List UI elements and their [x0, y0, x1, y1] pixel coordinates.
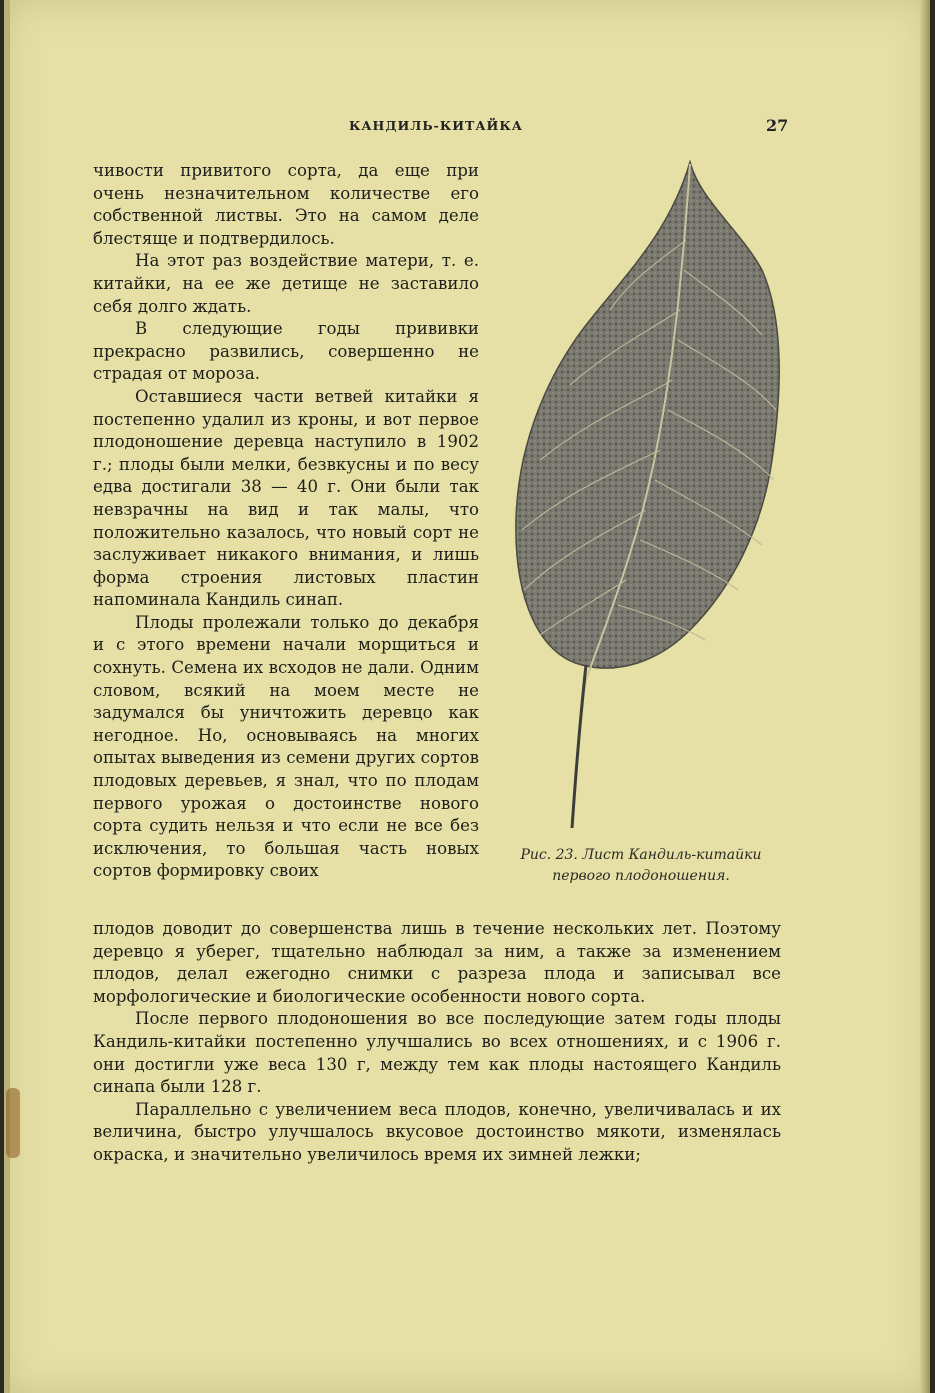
full-width-text — [93, 918, 781, 1167]
figure-caption — [500, 845, 782, 887]
paragraph: плодов доводит до совершенства лишь в течение нескольких лет. Поэтому деревцо я уберег, тщательно наблюдал за ним, а также за изменением плодов, делал ежегодно снимки с разреза плода и записывал все морфологические и биологические особенности нового сорта. — [93, 919, 781, 1006]
paper-stain — [6, 1088, 20, 1158]
leaf-petiole — [572, 665, 586, 828]
paragraph: На этот раз воздействие матери, т. е. китайки, на ее же детище не заставило себя долго ждать. — [93, 251, 479, 316]
page-right-edge — [920, 0, 930, 1393]
figure-caption-line: Рис. 23. Лист Кандиль-китайки — [520, 847, 762, 863]
paragraph: Оставшиеся части ветвей китайки я постепенно удалил из кроны, и вот первое плодоношение деревца наступило в 1902 г.; плоды были мелки, безвкусны и по весу едва достигали 38 — 40 г. Они были так невзрачны на вид и так малы, что положительно казалось, что новый сорт не заслуживает никакого внимания, и лишь форма строения листовых пластин напоминала Кандиль синап. — [93, 386, 479, 610]
page-header — [4, 118, 930, 140]
book-page — [4, 0, 930, 1393]
page-number: 27 — [766, 116, 789, 135]
paragraph: чивости привитого сорта, да еще при очень незначительном количестве его собственной листвы. Это на самом деле блестяще и подтвердилось. — [93, 161, 479, 248]
paragraph: В следующие годы прививки прекрасно развились, совершенно не страдая от мороза. — [93, 319, 479, 384]
text-column — [93, 160, 479, 883]
paragraph: Параллельно с увеличением веса плодов, конечно, увеличивалась и их величина, быстро улучшалось вкусовое достоинство мякоти, изменялась окраска, и значительно увеличилось время их зимней лежки; — [93, 1099, 781, 1164]
leaf-illustration — [500, 160, 782, 830]
page-left-edge — [4, 0, 10, 1393]
running-head: КАНДИЛЬ-КИТАЙКА — [349, 118, 523, 133]
paragraph: После первого плодоношения во все последующие затем годы плоды Кандиль-китайки постепенно улучшались во всех отношениях, и с 1906 г. они достигли уже веса 130 г, между тем как плоды настоящего Кандиль синапа были 128 г. — [93, 1009, 781, 1097]
paragraph: Плоды пролежали только до декабря и с этого времени начали морщиться и сохнуть. Семена их всходов не дали. Одним словом, всякий на моем месте не задумался бы уничтожить деревцо как негодное. Но, основываясь на многих опытах выведения из семени других сортов плодовых деревьев, я знал, что по плодам первого урожая о достоинстве нового сорта судить нельзя и что если не все без исключения, то большая часть новых сортов формировку своих — [93, 612, 479, 881]
figure-caption-line: первого плодоношения. — [552, 868, 730, 884]
leaf-figure — [500, 160, 782, 830]
leaf-blade — [516, 162, 779, 668]
